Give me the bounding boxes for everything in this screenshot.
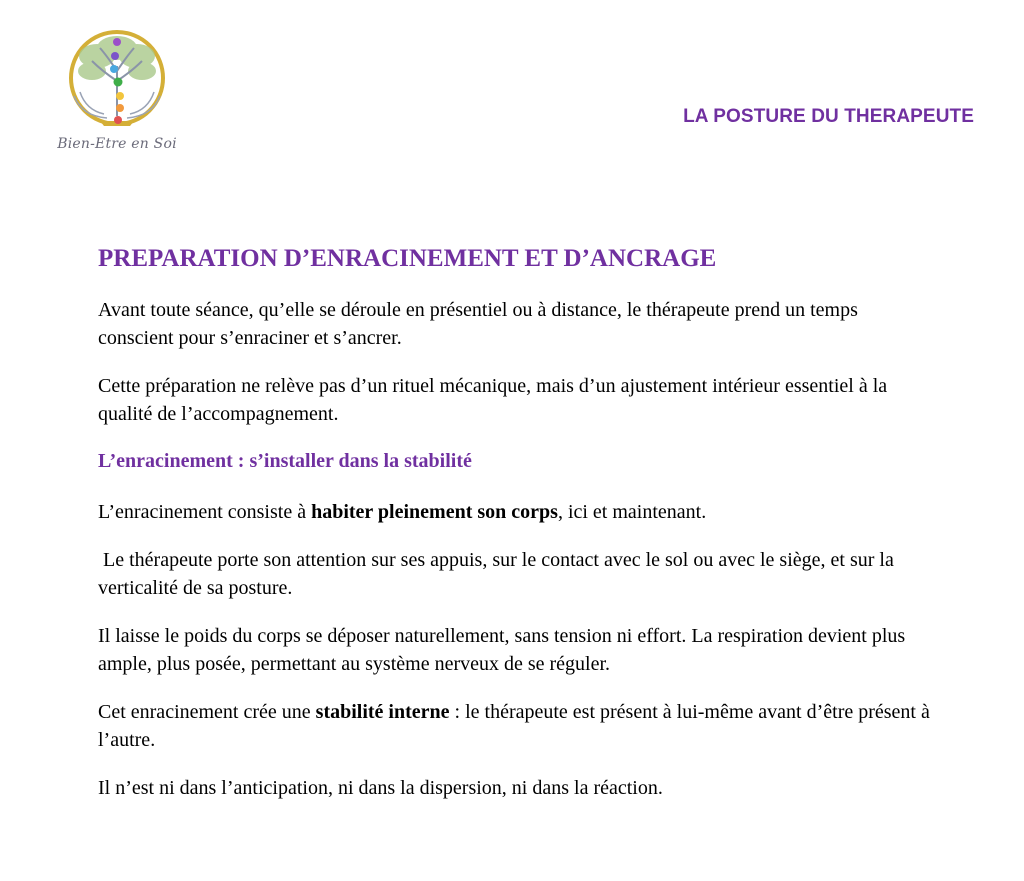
tree-of-life-icon — [52, 26, 182, 136]
paragraph-habiter — [98, 498, 938, 526]
logo-text: Bien-Etre en Soi — [57, 136, 177, 152]
text: : le thérapeute est présent à lui-même avant d’être présent à l’autre. — [98, 701, 930, 751]
paragraph-poids: Il laisse le poids du corps se déposer naturellement, sans tension ni effort. La respiration devient plus ample, plus posée, permettant au système nerveux de se réguler. — [98, 625, 906, 675]
logo — [52, 26, 182, 166]
subheading: L’enracinement : s’installer dans la stabilité — [98, 450, 472, 472]
paragraph-stabilite — [98, 698, 938, 754]
text: Cet enracinement crée une — [98, 701, 316, 723]
header-title: LA POSTURE DU THERAPEUTE — [683, 106, 974, 127]
text: L’enracinement consiste à — [98, 501, 312, 523]
bold-text: habiter pleinement son corps — [311, 501, 558, 523]
document-body — [98, 244, 938, 822]
section-heading: PREPARATION D’ENRACINEMENT ET D’ANCRAGE — [98, 245, 717, 272]
paragraph-appuis: Le thérapeute porte son attention sur ses appuis, sur le contact avec le sol ou avec le siège, et sur la verticalité de sa posture. — [98, 549, 899, 599]
intro-paragraph-2: Cette préparation ne relève pas d’un rituel mécanique, mais d’un ajustement intérieur essentiel à la qualité de l’accompagnement. — [98, 375, 888, 425]
intro-paragraph-1: Avant toute séance, qu’elle se déroule en présentiel ou à distance, le thérapeute prend un temps conscient pour s’enraciner et s’ancrer. — [98, 299, 858, 349]
paragraph-presence: Il n’est ni dans l’anticipation, ni dans la dispersion, ni dans la réaction. — [98, 777, 663, 799]
bold-text: stabilité interne — [315, 701, 450, 723]
text: , ici et maintenant. — [557, 501, 707, 523]
